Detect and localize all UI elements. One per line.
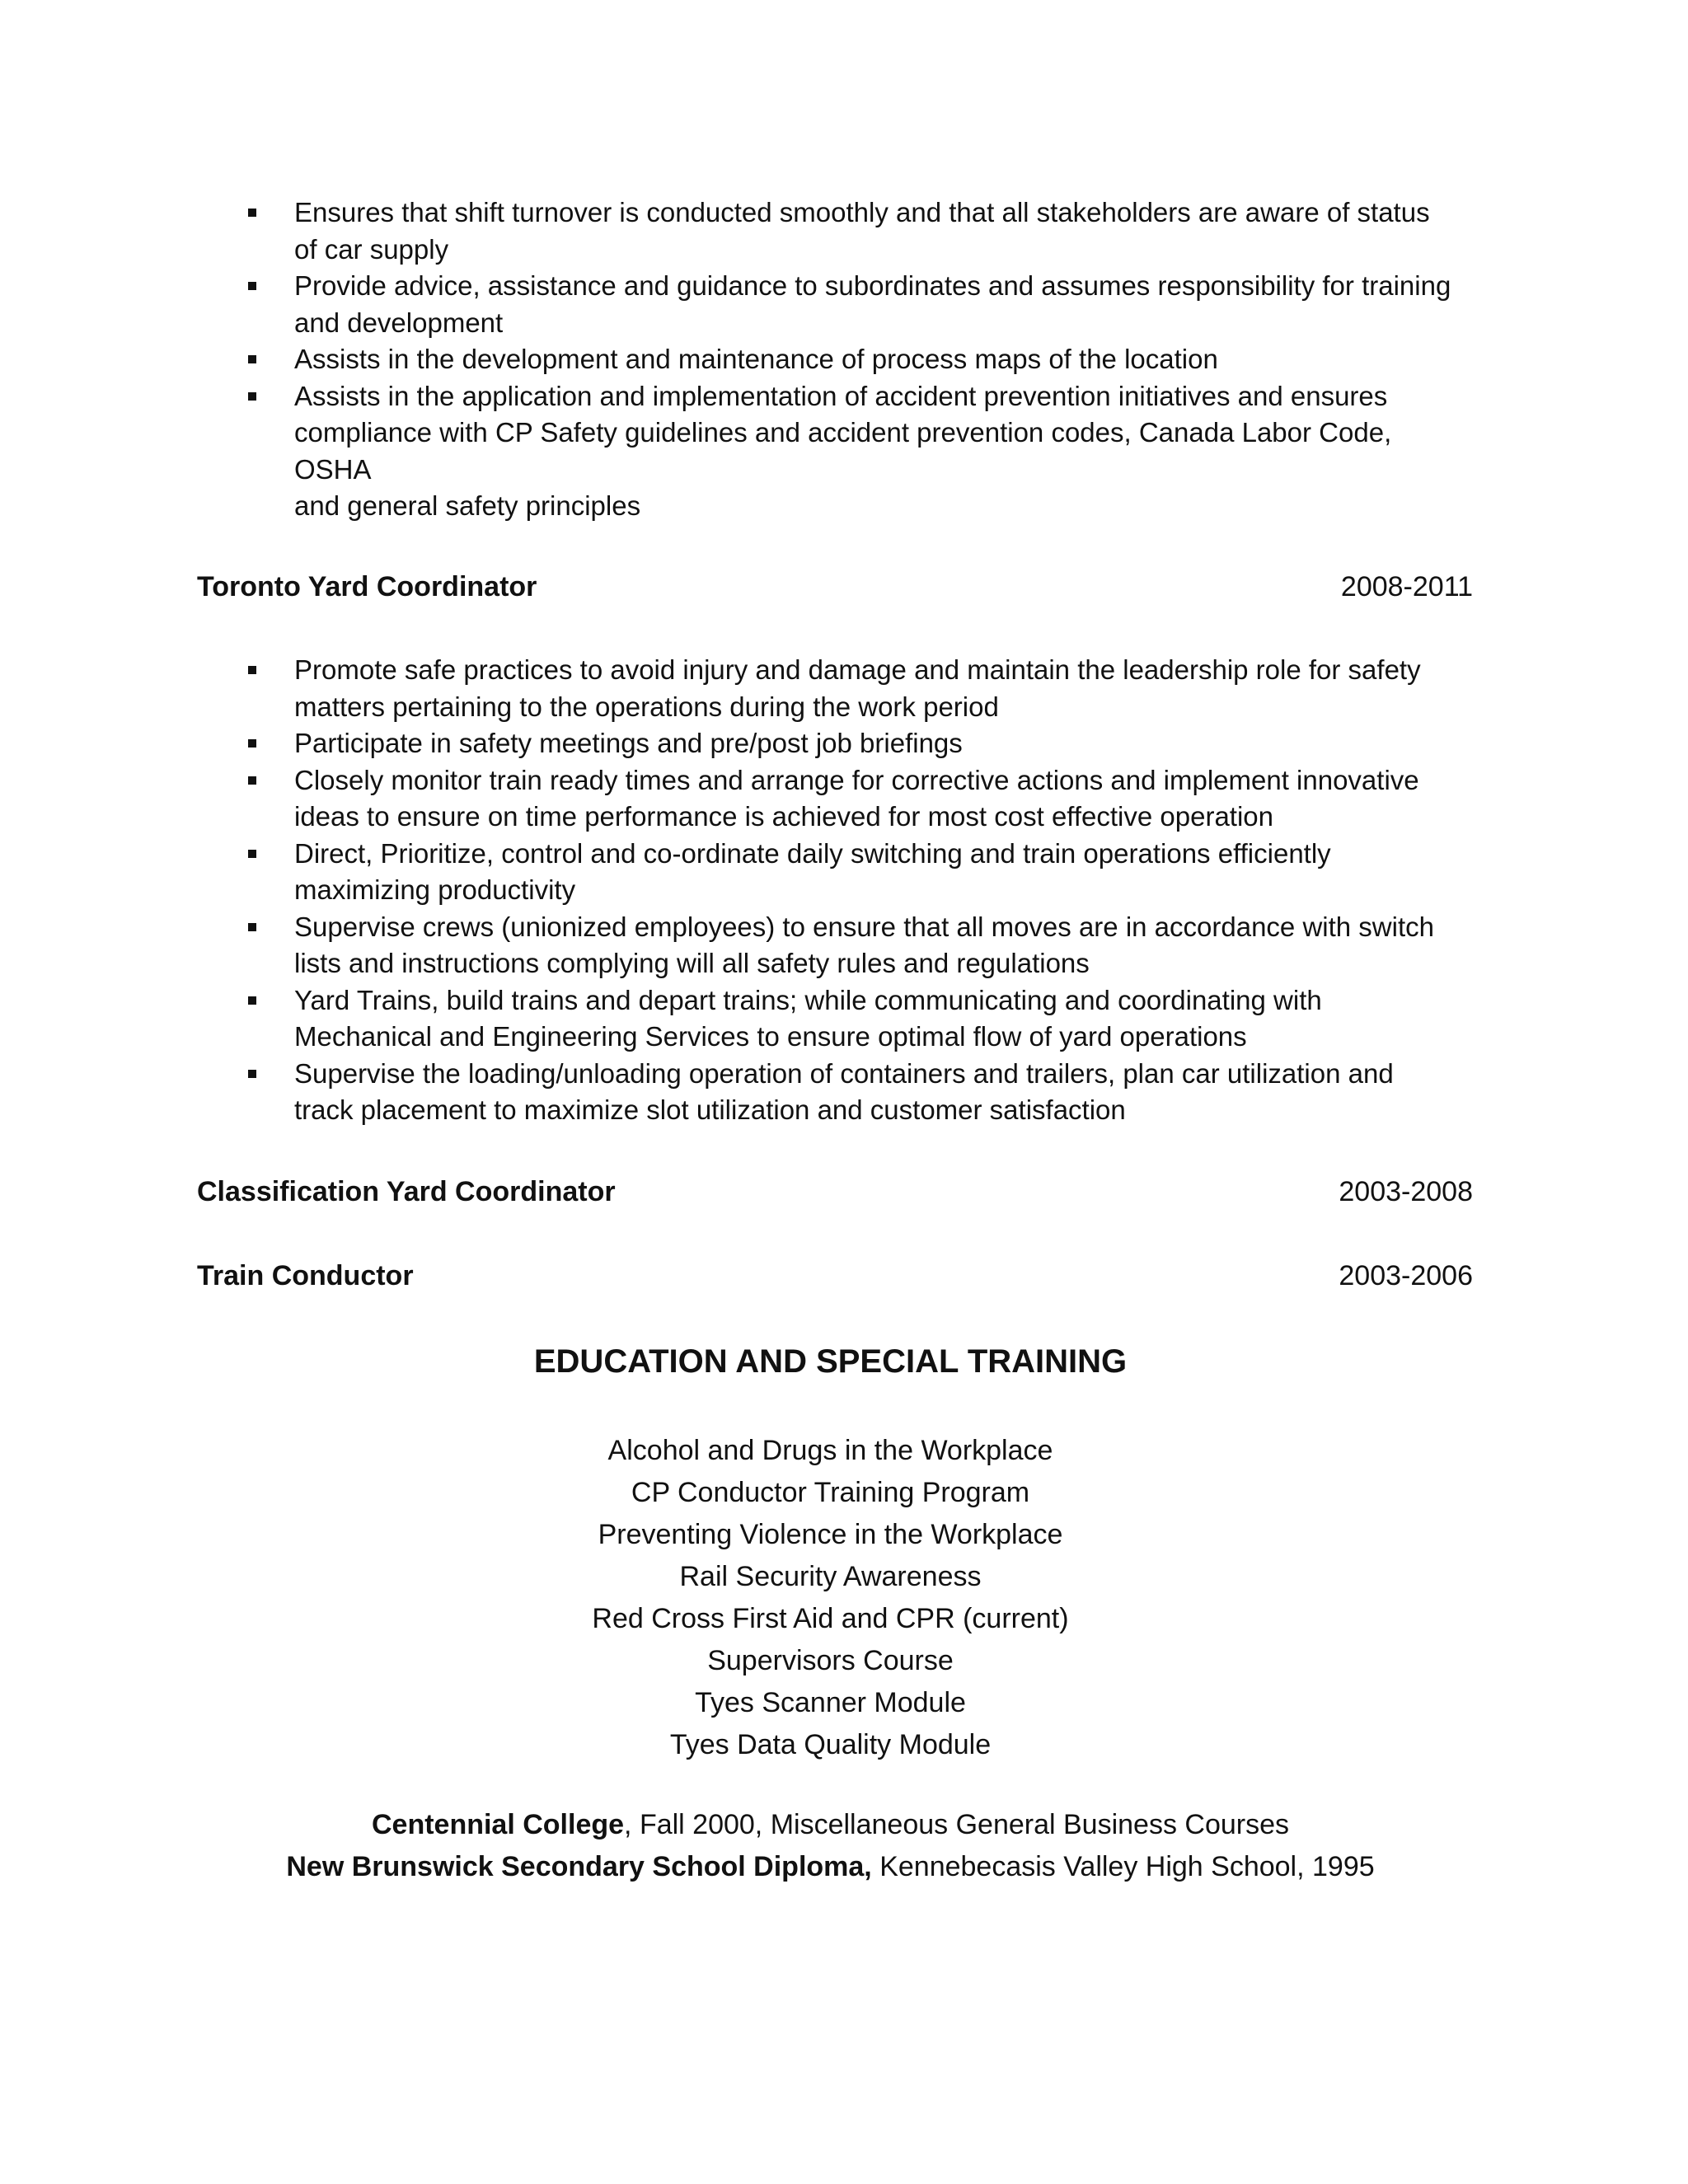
job-dates: 2008-2011	[1340, 571, 1473, 602]
square-bullet-icon	[248, 923, 256, 931]
duty-list-item	[294, 762, 1473, 836]
duty-list-item	[294, 1056, 1473, 1129]
duty-list-item	[294, 652, 1473, 725]
duty-line: ideas to ensure on time performance is achieved for most cost effective operation	[294, 801, 1274, 832]
training-item: Tyes Data Quality Module	[669, 1729, 992, 1760]
job-title: Classification Yard Coordinator	[197, 1176, 616, 1207]
duty-line: compliance with CP Safety guidelines and accident prevention codes, Canada Labor Code, OSHA	[294, 417, 1392, 485]
square-bullet-icon	[248, 850, 256, 858]
training-item: Tyes Scanner Module	[695, 1687, 966, 1718]
duty-line: Mechanical and Engineering Services to ensure optimal flow of yard operations	[294, 1021, 1247, 1052]
job-title: Train Conductor	[197, 1260, 414, 1291]
duty-line: and development	[294, 307, 504, 338]
training-item: Supervisors Course	[707, 1645, 954, 1676]
duty-line: of car supply	[294, 233, 449, 265]
duty-line: maximizing productivity	[294, 874, 576, 905]
duty-list-item	[294, 982, 1473, 1056]
duty-line: and general safety principles	[294, 490, 641, 521]
training-item: Preventing Violence in the Workplace	[598, 1519, 1063, 1550]
duty-line: matters pertaining to the operations during the work period	[294, 691, 999, 722]
education-entry-new-brunswick-diploma	[0, 1846, 1661, 1887]
training-item: Alcohol and Drugs in the Workplace	[607, 1435, 1053, 1466]
duty-line: Assists in the application and implementation of accident prevention initiatives and ensures	[294, 380, 1388, 411]
duty-list-item	[294, 341, 1473, 378]
duty-line: Yard Trains, build trains and depart trains; while communicating and coordinating with	[294, 984, 1322, 1015]
square-bullet-icon	[248, 355, 256, 363]
school-detail: Kennebecasis Valley High School, 1995	[871, 1851, 1375, 1882]
job-row-classification-yard-coordinator	[197, 1174, 1473, 1210]
training-list	[0, 1430, 1661, 1766]
duty-list-item	[294, 836, 1473, 909]
job-dates: 2003-2006	[1339, 1260, 1473, 1291]
duty-line: Provide advice, assistance and guidance to subordinates and assumes responsibility for training	[294, 270, 1451, 301]
education-section-heading: EDUCATION AND SPECIAL TRAINING	[533, 1343, 1128, 1380]
square-bullet-icon	[248, 209, 256, 217]
square-bullet-icon	[248, 996, 256, 1005]
job-row-train-conductor	[197, 1258, 1473, 1294]
toronto-yard-coordinator-duties-list	[294, 652, 1473, 1129]
training-item: CP Conductor Training Program	[631, 1477, 1030, 1508]
duty-list-item	[294, 725, 1473, 762]
duty-line: Ensures that shift turnover is conducted smoothly and that all stakeholders are aware of status	[294, 197, 1430, 227]
duty-line: Direct, Prioritize, control and co-ordinate daily switching and train operations efficiently	[294, 837, 1331, 869]
square-bullet-icon	[248, 392, 256, 401]
school-name: Centennial College	[371, 1809, 625, 1840]
school-name: New Brunswick Secondary School Diploma,	[286, 1851, 872, 1882]
duty-line: Participate in safety meetings and pre/post job briefings	[294, 728, 963, 758]
education-entry-centennial-college	[0, 1804, 1661, 1845]
duty-list-item	[294, 909, 1473, 982]
square-bullet-icon	[248, 666, 256, 674]
square-bullet-icon	[248, 1070, 256, 1078]
square-bullet-icon	[248, 282, 256, 290]
duty-line: lists and instructions complying will all safety rules and regulations	[294, 948, 1090, 978]
duty-line: Assists in the development and maintenance of process maps of the location	[294, 344, 1218, 374]
job-title: Toronto Yard Coordinator	[197, 571, 537, 602]
job-dates: 2003-2008	[1339, 1176, 1473, 1207]
duty-list-item	[294, 268, 1473, 341]
training-item: Rail Security Awareness	[679, 1561, 982, 1592]
duty-line: Supervise crews (unionized employees) to ensure that all moves are in accordance with switch	[294, 911, 1434, 942]
job-row-toronto-yard-coordinator	[197, 569, 1473, 605]
school-detail: , Fall 2000, Miscellaneous General Business Courses	[624, 1809, 1289, 1840]
duty-line: Supervise the loading/unloading operation of containers and trailers, plan car utilization and	[294, 1057, 1394, 1089]
square-bullet-icon	[248, 776, 256, 785]
training-item: Red Cross First Aid and CPR (current)	[592, 1603, 1069, 1634]
duty-line: track placement to maximize slot utilization and customer satisfaction	[294, 1094, 1126, 1125]
square-bullet-icon	[248, 739, 256, 748]
duty-line: Promote safe practices to avoid injury and damage and maintain the leadership role for safety	[294, 654, 1421, 685]
duty-list-item	[294, 194, 1473, 268]
previous-role-duties-list	[294, 194, 1473, 525]
duty-list-item	[294, 378, 1473, 525]
duty-line: Closely monitor train ready times and arrange for corrective actions and implement innovative	[294, 764, 1419, 795]
